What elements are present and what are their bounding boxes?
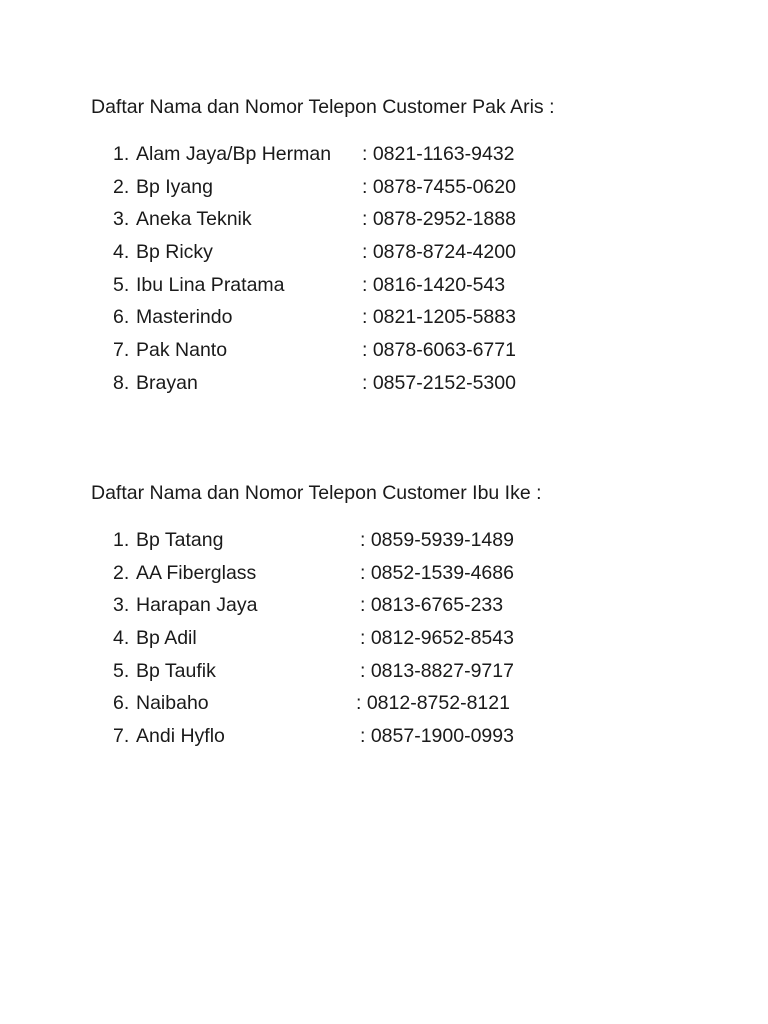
customer-name: AA Fiberglass (136, 561, 257, 584)
item-number: 3. (113, 208, 130, 231)
list-item (113, 368, 711, 401)
contact-list (91, 525, 711, 754)
phone-number: : 0878-2952-1888 (362, 208, 516, 231)
list-item (113, 204, 711, 237)
customer-name: Bp Ricky (136, 241, 213, 264)
list-item (113, 558, 711, 591)
item-number: 5. (113, 273, 130, 296)
customer-name: Ibu Lina Pratama (136, 273, 285, 296)
customer-name: Naibaho (136, 692, 209, 715)
item-number: 3. (113, 594, 130, 617)
list-item (113, 590, 711, 623)
customer-name: Masterindo (136, 306, 233, 329)
phone-number: : 0859-5939-1489 (360, 529, 514, 551)
list-item (113, 302, 711, 335)
phone-number: : 0878-6063-6771 (362, 339, 516, 362)
list-item (113, 721, 711, 754)
customer-name: Pak Nanto (136, 339, 228, 362)
section-heading: Daftar Nama dan Nomor Telepon Customer Ibu Ike : (91, 482, 542, 504)
phone-number: : 0813-6765-233 (360, 594, 504, 617)
customer-name: Alam Jaya/Bp Herman (136, 143, 332, 165)
customer-list-ibu-ike (91, 478, 711, 754)
customer-name: Harapan Jaya (136, 594, 258, 617)
list-item (113, 656, 711, 689)
list-item (113, 335, 711, 368)
customer-name: Bp Tatang (136, 529, 224, 551)
item-number: 5. (113, 659, 130, 682)
phone-number: : 0878-7455-0620 (362, 175, 516, 198)
list-item (113, 270, 711, 303)
customer-name: Brayan (136, 371, 198, 394)
list-item (113, 172, 711, 205)
customer-name: Andi Hyflo (136, 725, 225, 748)
phone-number: : 0812-8752-8121 (356, 692, 510, 715)
phone-number: : 0821-1205-5883 (362, 306, 516, 329)
phone-number: : 0821-1163-9432 (362, 143, 515, 165)
item-number: 6. (113, 306, 130, 329)
item-number: 4. (113, 627, 130, 650)
list-item (113, 688, 711, 721)
list-item (113, 139, 711, 172)
customer-name: Bp Adil (136, 627, 197, 650)
customer-name: Bp Taufik (136, 659, 216, 682)
item-number: 4. (113, 241, 130, 264)
item-number: 6. (113, 692, 130, 715)
item-number: 1. (113, 143, 130, 165)
item-number: 1. (113, 529, 130, 551)
phone-number: : 0878-8724-4200 (362, 241, 516, 264)
item-number: 7. (113, 725, 130, 748)
list-item (113, 623, 711, 656)
phone-number: : 0852-1539-4686 (360, 561, 514, 584)
item-number: 8. (113, 371, 130, 394)
phone-number: : 0857-2152-5300 (362, 371, 516, 394)
phone-number: : 0812-9652-8543 (360, 627, 514, 650)
customer-name: Aneka Teknik (136, 208, 252, 231)
phone-number: : 0857-1900-0993 (360, 725, 514, 748)
item-number: 2. (113, 561, 130, 584)
section-heading: Daftar Nama dan Nomor Telepon Customer Pak Aris : (91, 96, 555, 118)
phone-number: : 0816-1420-543 (362, 273, 506, 296)
item-number: 7. (113, 339, 130, 362)
item-number: 2. (113, 175, 130, 198)
contact-list (91, 139, 711, 401)
customer-name: Bp Iyang (136, 175, 213, 198)
list-item (113, 237, 711, 270)
list-item (113, 525, 711, 558)
phone-number: : 0813-8827-9717 (360, 659, 514, 682)
customer-list-pak-aris (91, 92, 711, 401)
